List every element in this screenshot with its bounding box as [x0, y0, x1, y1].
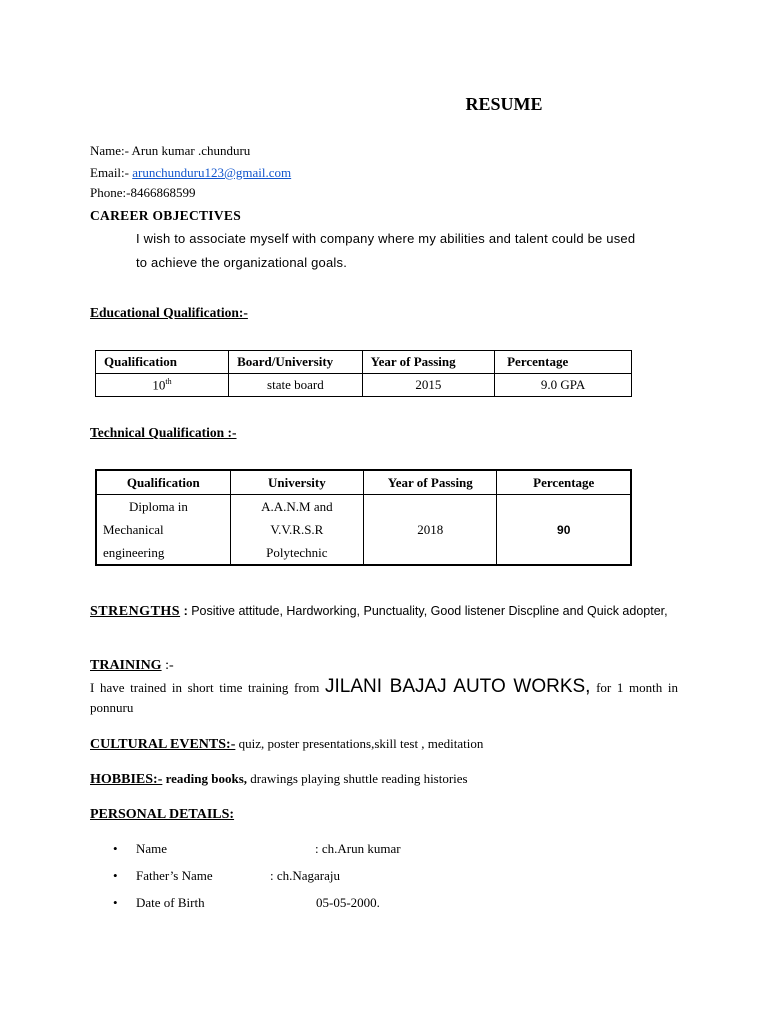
- technical-table: [95, 469, 632, 566]
- email-line: [90, 165, 291, 181]
- technical-header-qualification: Qualification: [96, 470, 230, 495]
- training-heading-line: TRAINING :-: [90, 658, 174, 673]
- name-line: [90, 143, 250, 159]
- education-cell-board: state board: [229, 374, 363, 397]
- personal-item-label: Name: [136, 841, 168, 856]
- training-paragraph: I have trained in short time training from JILANI BAJAJ AUTO WORKS, for 1 month in ponnuru: [90, 676, 678, 715]
- hobbies-heading: HOBBIES:-: [90, 772, 163, 787]
- bullet-icon: •: [113, 895, 118, 910]
- phone-line: Phone:-8466868599: [90, 185, 196, 200]
- education-header-year: Year of Passing: [362, 351, 494, 374]
- technical-header-percentage: Percentage: [497, 470, 631, 495]
- name-label: Name:-: [90, 143, 129, 158]
- education-cell-year: 2015: [362, 374, 494, 397]
- name-value: Arun kumar .chunduru: [131, 143, 251, 158]
- email-label: Email:-: [90, 165, 129, 180]
- hobbies-line: HOBBIES:- reading books, drawings playing shuttle reading histories: [90, 771, 468, 787]
- education-table: [95, 350, 632, 397]
- document-title: RESUME: [465, 94, 543, 114]
- education-table-row: [96, 374, 632, 397]
- personal-item-value: 05-05-2000.: [316, 895, 380, 910]
- strengths-heading: STRENGTHS: [90, 604, 181, 619]
- bullet-icon: •: [113, 841, 118, 856]
- personal-details-heading: PERSONAL DETAILS:: [90, 807, 235, 822]
- technical-header-university: University: [230, 470, 364, 495]
- cultural-events-text: quiz, poster presentations,skill test , meditation: [235, 736, 484, 751]
- personal-item-label: Father’s Name: [136, 868, 213, 883]
- cultural-events-heading: CULTURAL EVENTS:-: [90, 737, 236, 752]
- education-header-board: Board/University: [229, 351, 363, 374]
- cultural-events-line: [90, 736, 483, 753]
- hobbies-text: drawings playing shuttle reading histories: [247, 771, 468, 786]
- strengths-paragraph: STRENGTHS : Positive attitude, Hardworking, Punctuality, Good listener Discpline and Quick adopter,: [90, 604, 668, 619]
- technical-cell-percentage: 90: [497, 495, 631, 566]
- technical-heading: Technical Qualification :-: [90, 425, 237, 440]
- technical-cell-qualification: Diploma in Mechanical engineering: [96, 495, 230, 566]
- personal-item-value: : ch.Arun kumar: [315, 841, 401, 856]
- education-table-header-row: [96, 351, 632, 374]
- personal-item-label: Date of Birth: [136, 895, 205, 910]
- bullet-icon: •: [113, 868, 118, 883]
- education-cell-qualification: 10th: [96, 374, 229, 397]
- technical-cell-university: A.A.N.M and V.V.R.S.R Polytechnic: [230, 495, 364, 566]
- strengths-text: Positive attitude, Hardworking, Punctuality, Good listener Discpline and Quick adopter,: [191, 604, 668, 618]
- career-objective-line-1: I wish to associate myself with company where my abilities and talent could be used: [136, 231, 636, 246]
- technical-header-year: Year of Passing: [364, 470, 497, 495]
- education-header-qualification: Qualification: [96, 351, 229, 374]
- career-heading: CAREER OBJECTIVES: [90, 208, 242, 223]
- career-objective-line-2: to achieve the organizational goals.: [136, 255, 348, 270]
- education-header-percentage: Percentage: [495, 351, 632, 374]
- technical-table-header-row: [96, 470, 631, 495]
- technical-table-row: [96, 495, 631, 566]
- personal-item-value: : ch.Nagaraju: [270, 868, 341, 883]
- education-cell-percentage: 9.0 GPA: [495, 374, 632, 397]
- email-link[interactable]: arunchunduru123@gmail.com: [132, 165, 292, 180]
- training-heading: TRAINING: [90, 658, 162, 673]
- training-company: JILANI BAJAJ AUTO WORKS,: [324, 676, 591, 697]
- technical-cell-year: 2018: [364, 495, 497, 566]
- education-heading: Educational Qualification:-: [90, 305, 248, 320]
